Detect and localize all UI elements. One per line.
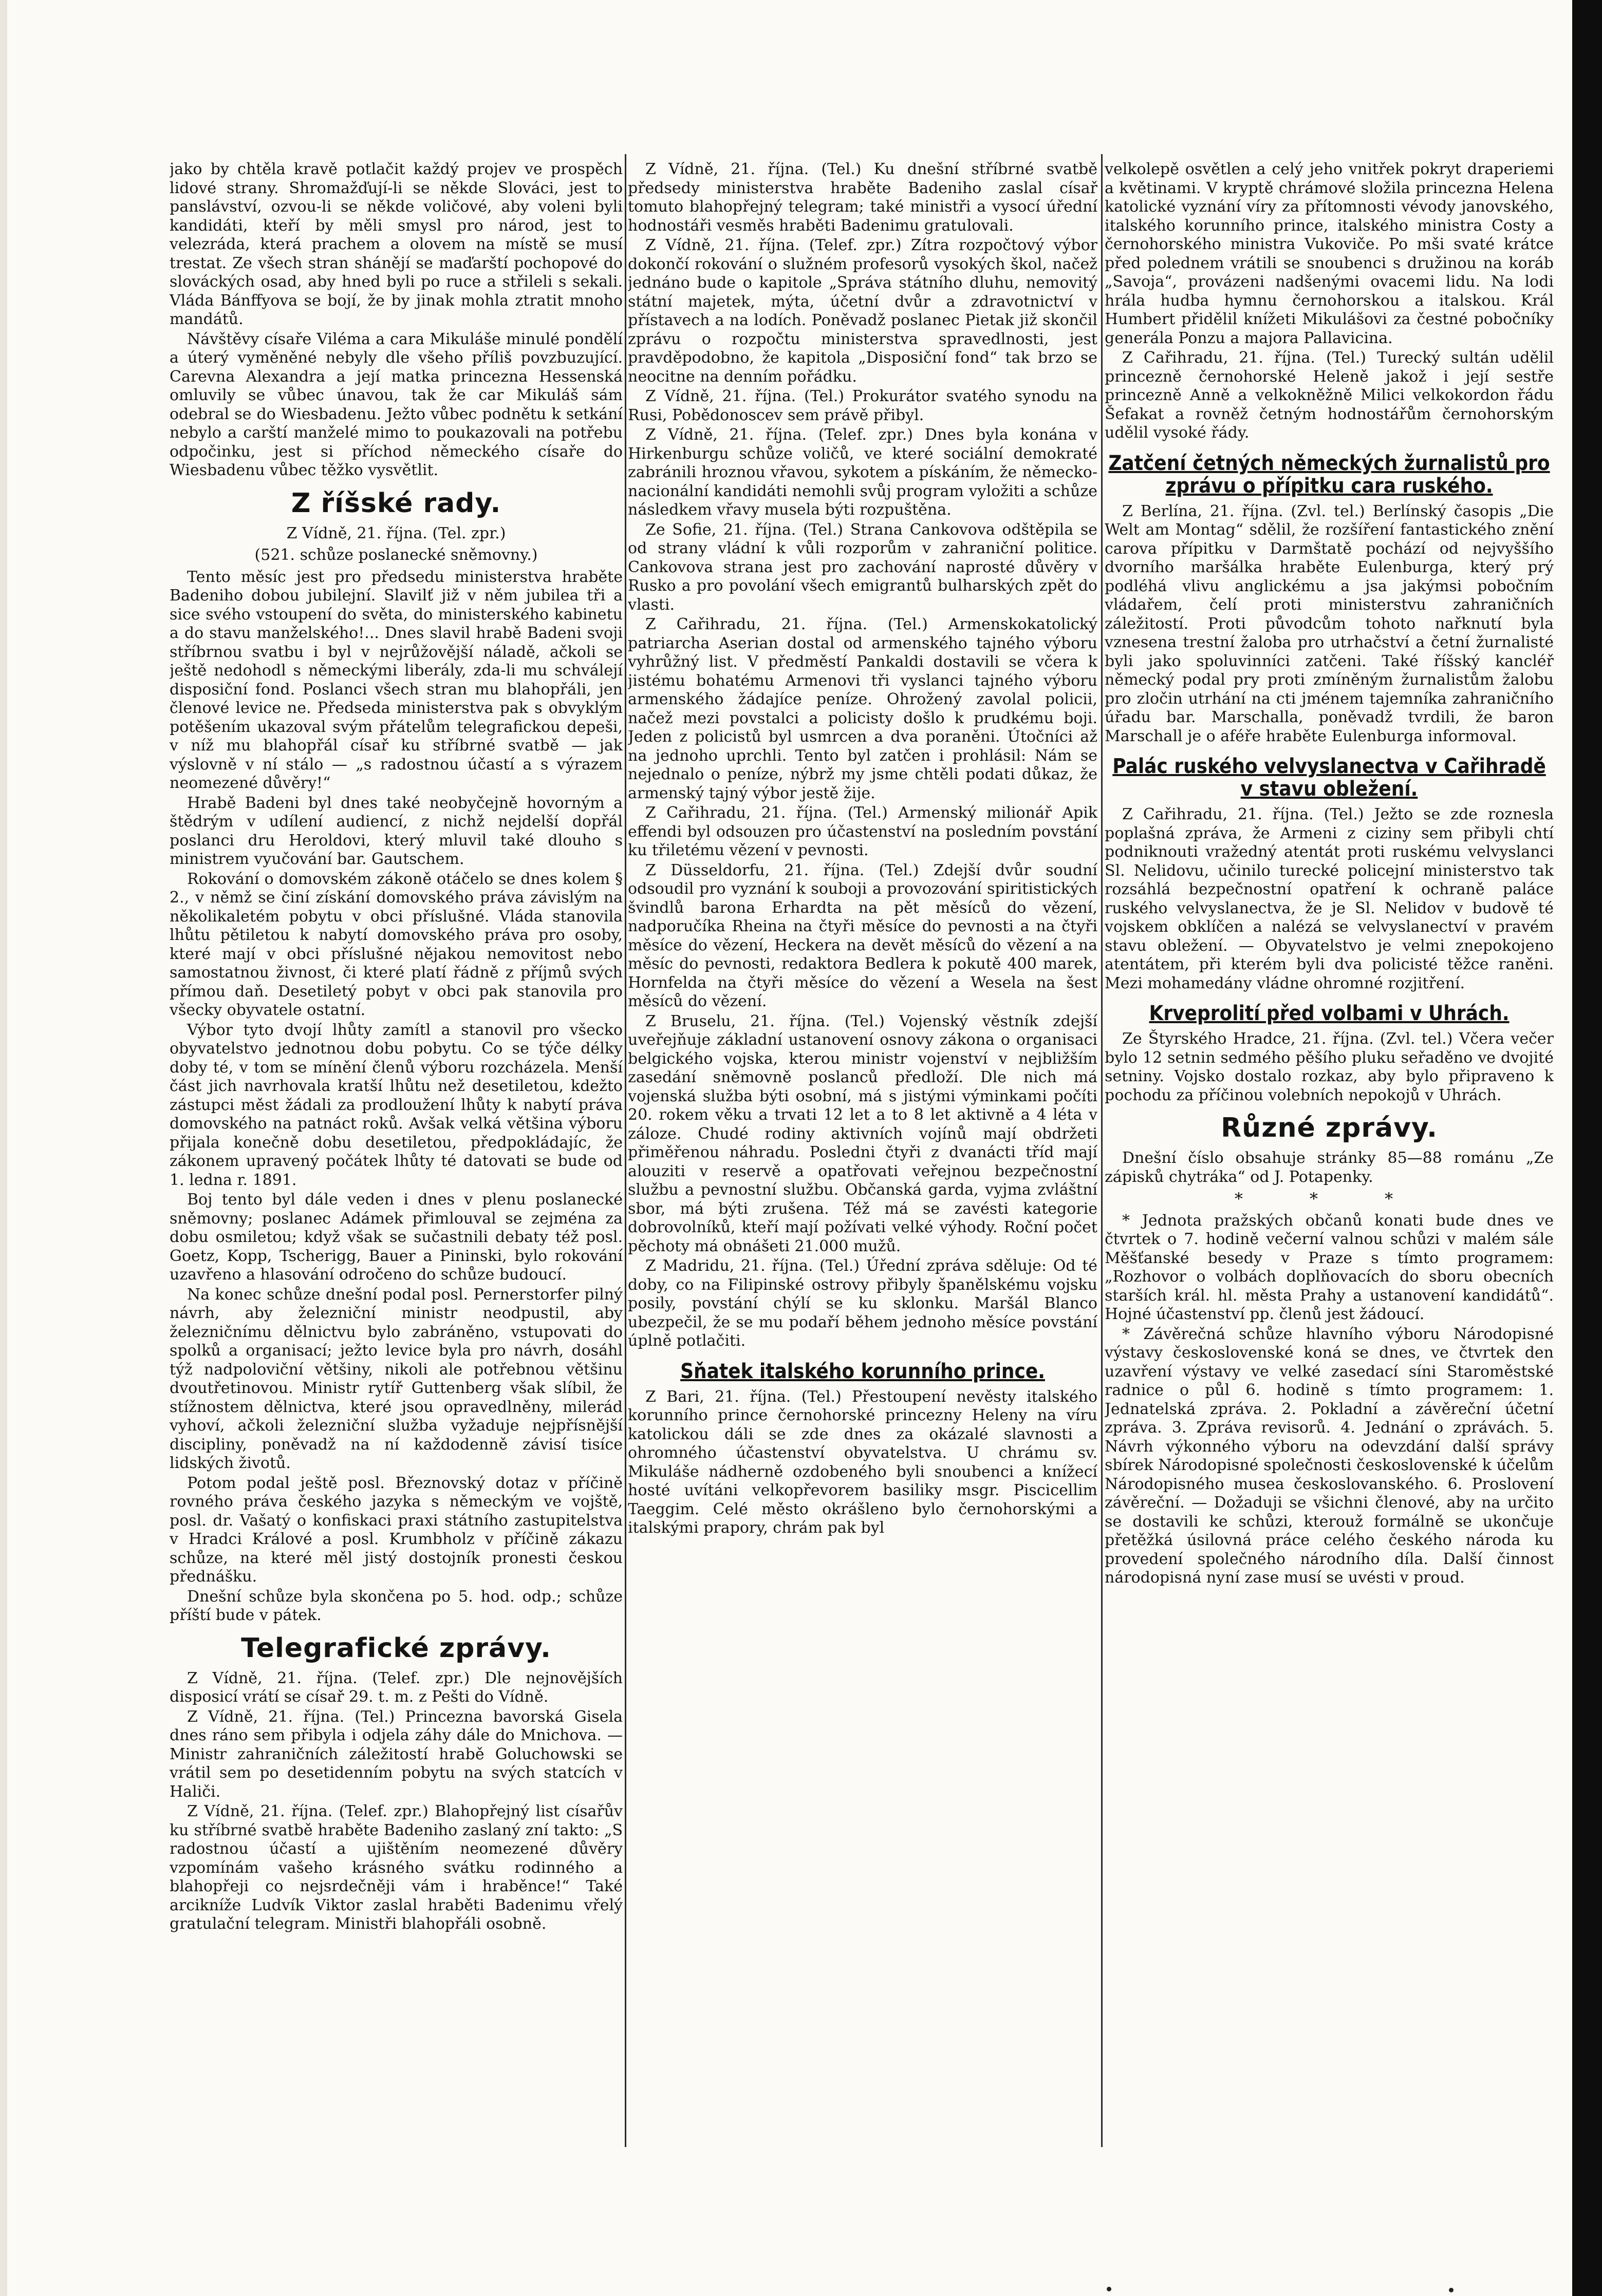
news-item: Z Cařihradu, 21. října. (Tel.) Armenský milionář Apik effendi byl odsouzen pro účastenství na posledním povstání ku třiletému vězení v pevnosti. (628, 804, 1097, 859)
section-heading-risske-rady: Z říšské rady. (291, 487, 501, 519)
column-3 (1105, 160, 1554, 2143)
news-item: Z Vídně, 21. října. (Tel.) Ku dnešní stříbrné svatbě předsedy ministerstva hraběte Badeniho zaslal císař tomuto blahopřejný telegram; také ministři a vysocí úřední hodnostáři vesměs hraběti Badenimu gratulovali. (628, 160, 1097, 235)
news-item: Z Vídně, 21. října. (Telef. zpr.) Dle nejnovějších disposicí vrátí se císař 29. t. m. z Pešti do Vídně. (170, 1669, 623, 1706)
session-title: (521. schůze poslanecké sněmovny.) (254, 546, 538, 564)
scan-speck (1449, 2288, 1454, 2292)
asterism: * * * (1234, 1189, 1424, 1209)
news-item: Z Bari, 21. října. (Tel.) Přestoupení nevěsty italského korunního prince černohorské princezny Heleny na víru katolickou dáli se zde dnes za okázalé slavnosti a ohromného účastenství obyvatelstva. U chrámu sv. Mikuláše nádherně ozdobeného byli snoubenci a knížecí hosté uvítáni velkopřevorem basiliky msgr. Piscicellim Taeggim. Celé město okrášleno bylo černohorskými a italskými prapory, chrám pak byl (628, 1387, 1097, 1537)
article-paragraph: jako by chtěla kravě potlačit každý projev ve prospěch lidové strany. Shromažďují-li se někde Slováci, jest to panslávství, ozvou-li se někde voličové, aby voleni byli kandidáti, kteří by měli smysl pro národ, jest to velezráda, která prachem a olovem na místě se musí trestat. Ze všech stran shánějí se maďarští pochopové do slováckých osad, aby hned byli po ruce a střileli s sekali. Vláda Bánffyova se bojí, že by jinak mohla ztratit mnoho mandátů. (170, 160, 623, 328)
section-heading-palac: Palác ruského velvyslanectva v Cařihradě v stavu obležení. (1112, 755, 1546, 801)
news-item: Z Vídně, 21. října. (Telef. zpr.) Dnes byla konána v Hirkenburgu schůze voličů, ve které sociální demokraté zabránili hroznou vřavou, sykotem a pískáním, že německo-nacionální kandidáti nemohli svůj program vyložiti a schůze následkem vřavy musela býti rozpuštěna. (628, 426, 1097, 519)
column-1 (170, 160, 623, 2143)
article-paragraph: Boj tento byl dále veden i dnes v plenu poslanecké sněmovny; poslanec Adámek přimlouval se zejména za dobu osmiletou; když však se sučastnili debaty též posl. Goetz, Kopp, Tscherigg, Bauer a Pininski, bylo rokování uzavřeno a hlasování odročeno do schůze budoucí. (170, 1191, 623, 1284)
article-paragraph: Potom podal ještě posl. Březnovský dotaz v příčině rovného práva českého jazyka s německým ve vojště, posl. dr. Vašatý o konfiskaci praxi státního zastupitelstva v Hradci Králové a posl. Krumbholz v příčině zákazu schůze, na které měl jistý dostojník pronesti českou přednášku. (170, 1474, 623, 1586)
page-left-margin (0, 0, 7, 2296)
news-item: * Jednota pražských občanů konati bude dnes ve čtvrtek o 7. hodině večerní valnou schůzi v malém sále Měšťanské besedy v Praze s tímto programem: „Rozhovor o volbách doplňovacích do sboru obecních starších král. hl. města Prahy a ustanovení kandidátů“. Hojné účastenství pp. členů jest žádoucí. (1105, 1211, 1554, 1323)
section-heading-ruzne-zpravy: Různé zprávy. (1221, 1113, 1438, 1143)
column-2 (628, 160, 1097, 2143)
news-item: * Závěrečná schůze hlavního výboru Národopisné výstavy československé koná se dnes, ve čtvrtek den uzavření výstavy ve velké zasedací síni Staroměstské radnice o půl 6. hodině s tímto programem: 1. Jednatelská zpráva. 2. Pokladní a závěreční účetní zpráva. 3. Zpráva revisorů. 4. Jednání o zprávách. 5. Návrh výkonného výboru na odevzdání další správy sbírek Národopisné společnosti československé k účelům Národopisného musea českoslovanského. 6. Proslovení závěreční. — Dožaduji se všichni členové, aby na určito se dostavili ke schůzi, kterouž formálně se ukončuje přetěžká úsilovná práce celého českého národa ku provedení společného národního díla. Další činnost národopisná nyní zase musí se uvésti v proud. (1105, 1325, 1554, 1587)
news-item: Z Vídně, 21. října. (Telef. zpr.) Zítra rozpočtový výbor dokončí rokování o služném profesorů vysokých škol, načež jednáno bude o kapitole „Správa státního dluhu, nemovitý státní majetek, mýta, účetní dvůr a zdravotnictví v přístavech a na lodích. Poněvadž poslanec Pietak již skončil zprávu o rozpočtu ministerstva spravedlnosti, jest pravděpodobno, že kapitola „Disposiční fond“ tak brzo se neocitne na denním pořádku. (628, 236, 1097, 386)
scan-edge-bar (1572, 0, 1602, 2296)
section-heading-krveproliti: Krveprolití před volbami v Uhrách. (1149, 1002, 1510, 1025)
news-item: Z Cařihradu, 21. října. (Tel.) Turecký sultán udělil princezně černohorské Heleně jakož i její sestře princezně Anně a velkokněžně Milici velkokordon řádu Šefakat a rovněž četným hodnostářům černohorským udělil vysoké řády. (1105, 349, 1554, 442)
news-item: Z Düsseldorfu, 21. října. (Tel.) Zdejší dvůr soudní odsoudil pro vyznání k souboji a provozování spiritistických švindlů barona Erhardta na pět měsíců do vězení, nadporučíka Rheina na čtyři měsíce do pevnosti a na čtyři měsíce do vězení, Heckera na devět měsíců do vězení a na měsíc do pevnosti, redaktora Bedlera k pokutě 400 marek, Hornfelda na čtyři měsíce do vězení a Wesela na šest měsíců do vězení. (628, 861, 1097, 1010)
news-item: Z Cařihradu, 21. října. (Tel.) Armenskokatolický patriarcha Aserian dostal od armenského tajného výboru vyhrůžný list. V předměstí Pankaldi dostavili se včera k jistému bohatému Armenovi tři vyslanci tajného výboru armenského žádajíce peníze. Ohrožený zavolal policii, načež mezi povstalci a policisty došlo k prudkému boji. Jeden z policistů byl usmrcen a dva poraněni. Útočníci až na jednoho uprchli. Tento byl zatčen i prohlásil: Nám se nejednalo o peníze, nýbrž my jsme chtěli podati důkaz, že armenský tajný výbor jestě žije. (628, 615, 1097, 802)
news-item: Ze Štyrského Hradce, 21. října. (Zvl. tel.) Včera večer bylo 12 setnin sedmého pěšího pluku seřaděno ve dvojité setniny. Vojsko dostalo rozkaz, aby bylo připraveno k pochodu za příčinou volebních nepokojů v Uhrách. (1105, 1030, 1554, 1104)
news-item: Z Vídně, 21. října. (Tel.) Princezna bavorská Gisela dnes ráno sem přibyla i odjela záhy dále do Mnichova. — Ministr zahraničních záležitostí hrabě Goluchowski se vrátil sem po desetidenním pobytu na svých statcích v Haliči. (170, 1707, 623, 1801)
news-item: velkolepě osvětlen a celý jeho vnitřek pokryt draperiemi a květinami. V kryptě chrámové složila princezna Helena katolické vyznání víry za přítomnosti vévody janovského, italského korunního prince, italského ministra Costy a černohorského ministra Vukoviče. Po mši svaté krátce před polednem vrátili se snoubenci s družinou na koráb „Savoja“, provázeni nadšenými ovacemi lidu. Na lodi hrála hudba hymnu černohorskou a italskou. Král Humbert přidělil knížeti Mikulášovi za čestné pobočníky generála Ponzu a majora Pallavicina. (1105, 160, 1554, 347)
article-paragraph: Na konec schůze dnešní podal posl. Pernerstorfer pilný návrh, aby železniční ministr neodpustil, aby železničnímu dělnictvu bylo zabráněno, vstupovati do spolků a organisací; ježto levice byla pro návrh, dosáhl týž nadpoloviční většiny, nikoli ale potřebnou většinu dvoutřetinovou. Ministr rytíř Guttenberg však slíbil, že stížnostem dělnictva, které jsou opravedlněny, milerád vyhoví, ačkoli železniční služba vyžaduje nejpřísnější discipliny, poněvadž na ní každodenně závisí tisíce lidských životů. (170, 1285, 623, 1472)
news-item: Z Berlína, 21. října. (Zvl. tel.) Berlínský časopis „Die Welt am Montag“ sdělil, že rozšíření fantastického znění carova přípitku v Darmštatě pochází od nejvyššího dvorního maršálka hraběte Eulenburga, který prý podléhá vlivu anglickému a jsa jakýmsi pobočním vládařem, čelí proti ministerstvu zahraničních záležitostí. Proti původcům tohoto nařknutí byla vznesena trestní žaloba pro utrhačství a četní žurnalisté byli jako spoluvinníci zatčeni. Také říšský kancléř německý podal pry proti zmíněným žurnalistům žalobu pro zločin utrhání na cti jménem tajemníka zahraničního úřadu bar. Marschalla, poněvadž tvrdili, že baron Marschall je o aféře hraběte Eulenburga informoval. (1105, 502, 1554, 745)
dateline: Z Vídně, 21. října. (Tel. zpr.) (286, 524, 506, 542)
news-item: Z Vídně, 21. října. (Telef. zpr.) Blahopřejný list císařův ku stříbrné svatbě hraběte Badeniho zaslaný zní takto: „S radostnou účastí a ujištěním neomezené důvěry vzpomínám vašeho krásného svátku rodinného a blahopřeji co nejsrdečněji vám i hraběnce!“ Také arcikníže Ludvík Viktor zaslal hraběti Badenimu vřelý gratulační telegram. Ministři blahopřáli osobně. (170, 1802, 623, 1933)
news-item: Z Cařihradu, 21. října. (Tel.) Ježto se zde roznesla poplašná zpráva, že Armeni z ciziny sem přibyli chtí podniknouti vražedný atentát proti ruskému velvyslanci Sl. Nelidovu, učinilo turecké policejní ministerstvo tak rozsáhlá bezpečnostní opatření k ochraně paláce ruského velvyslanectva, že je Sl. Nelidov v budově té vojskem obklíčen a nalézá se velvyslanectví v pravém stavu obležení. — Obyvatelstvo je velmi znepokojeno atentátem, při kterém byli dva policisté těžce raněni. Mezi mohamedány vládne ohromné rozjitření. (1105, 805, 1554, 992)
news-item: Dnešní číslo obsahuje stránky 85—88 románu „Ze zápisků chytráka“ od J. Potapenky. (1105, 1149, 1554, 1186)
article-paragraph: Tento měsíc jest pro předsedu ministerstva hraběte Badeniho dobou jubilejní. Slavilť již v něm jubilea tři a sice svého vstoupení do světa, do ministerského kabinetu a do stavu manželského!... Dnes slavil hrabě Badeni svoji stříbrnou svatbu i byl v nejrůžovější náladě, ačkoli se ještě nedohodl s německými liberály, zda-li mu schválejí disposiční fond. Poslanci všech stran mu blahopřáli, jen členové levice ne. Předseda ministerstva pak s obvyklým potěšením ukazoval svým přátelům telegrafickou depeši, v níž mu blahopřál císař ku stříbrné svatbě — jak výslovně v ní stálo — „s radostnou účastí a s výrazem neomezené důvěry!“ (170, 568, 623, 792)
section-heading-zatceni: Zatčení četných německých žurnalistů pro zprávu o přípitku cara ruského. (1108, 451, 1550, 498)
news-item: Z Bruselu, 21. října. (Tel.) Vojenský věstník zdejší uveřejňuje základní ustanovení osnovy zákona o organisaci belgického vojska, kterou ministr vojenství v nejbližším zasedání sněmovně poslanců předloží. Dle nich má vojenská služba býti osobní, má s jistými výminkami počíti 20. rokem věku a trvati 12 let a to 8 let aktivně a 4 léta v záloze. Chudé rodiny aktivních vojínů mají obdržeti přiměřenou náhradu. Posledni čtyři z dvanácti tříd mají alouziti v reservě a opatřovati veřejnou bezpečnostní službu a pevnostní službu. Občanská garda, vyjma zvláštní sbor, má býti zrušena. Též má se zavésti kategorie dobrovolníků, kteří mají požívati velké výhody. Roční počet pěchoty má obnášeti 21.000 mužů. (628, 1012, 1097, 1255)
article-paragraph: Výbor tyto dvojí lhůty zamítl a stanovil pro všecko obyvatelstvo jednotnou dobu pobytu. Co se týče délky doby té, v tom se mínění členů výboru rozcházela. Menší část jich navrhovala kratší lhůtu než desetiletou, kdežto zástupci měst žádali za prodloužení lhůty k nabytí práva domovského na patnáct roků. Avšak velká většina výboru přijala konečně dobu desetiletou, předpokládajíc, že zákonem upravený počátek lhůty té datovati se bude od 1. ledna r. 1891. (170, 1021, 623, 1189)
news-item: Ze Sofie, 21. října. (Tel.) Strana Cankovova odštěpila se od strany vládní k vůli rozporům v zahraniční politice. Cankovova strana jest pro zachování naprosté důvěry v Rusko a pro povolání všech emigrantů bulharských zpět do vlasti. (628, 520, 1097, 614)
article-paragraph: Dnešní schůze byla skončena po 5. hod. odp.; schůze příští bude v pátek. (170, 1587, 623, 1624)
scan-speck (1107, 2287, 1111, 2291)
article-paragraph: Hrabě Badeni byl dnes také neobyčejně hovorným a štědrým v udílení audiencí, z nichž nejdelší dopřál poslanci dru Heroldovi, který mluvil také dlouho s ministrem vyučování bar. Gautschem. (170, 794, 623, 868)
section-heading-telegraficke-zpravy: Telegrafické zprávy. (241, 1632, 551, 1664)
section-heading-snatek: Sňatek italského korunního prince. (680, 1359, 1045, 1383)
article-paragraph: Rokování o domovském zákoně otáčelo se dnes kolem § 2., v němž se činí získání domovského práva závislým na několikaletém pobytu v obci příslušné. Vláda stanovila lhůtu pětiletou k nabytí domovského práva pro osoby, které mají v obci příslušné nějakou nemovitost nebo samostatnou živnost, či které platí řádně z příjmů svých přímou daň. Desetiletý pobyt v obci pak stanovila pro všecky obyvatele ostatní. (170, 870, 623, 1019)
column-rule (1101, 154, 1103, 2147)
article-paragraph: Návštěvy císaře Viléma a cara Mikuláše minulé pondělí a úterý vyměněné nebyly dle všeho příliš povzbuzující. Carevna Alexandra a její matka princezna Hessenská omluvily se vůbec únavou, tak že car Mikuláš sám odebral se do Wiesbadenu. Ježto vůbec podnětu k setkání nebylo a carští manželé mimo to poukazovali na potřebu odpočinku, jest si příchod německého císaře do Wiesbadenu vůbec těžko vysvětlit. (170, 330, 623, 479)
news-item: Z Madridu, 21. října. (Tel.) Úřední zpráva sděluje: Od té doby, co na Filipinské ostrovy přibyly španělskému vojsku posily, povstání chýlí se ku sklonku. Maršál Blanco ubezpečil, že se mu podaří během jednoho měsíce povstání úplně potlačiti. (628, 1257, 1097, 1350)
column-rule (625, 154, 626, 2147)
news-item: Z Vídně, 21. října. (Tel.) Prokurátor svatého synodu na Rusi, Pobědonoscev sem právě přibyl. (628, 387, 1097, 424)
